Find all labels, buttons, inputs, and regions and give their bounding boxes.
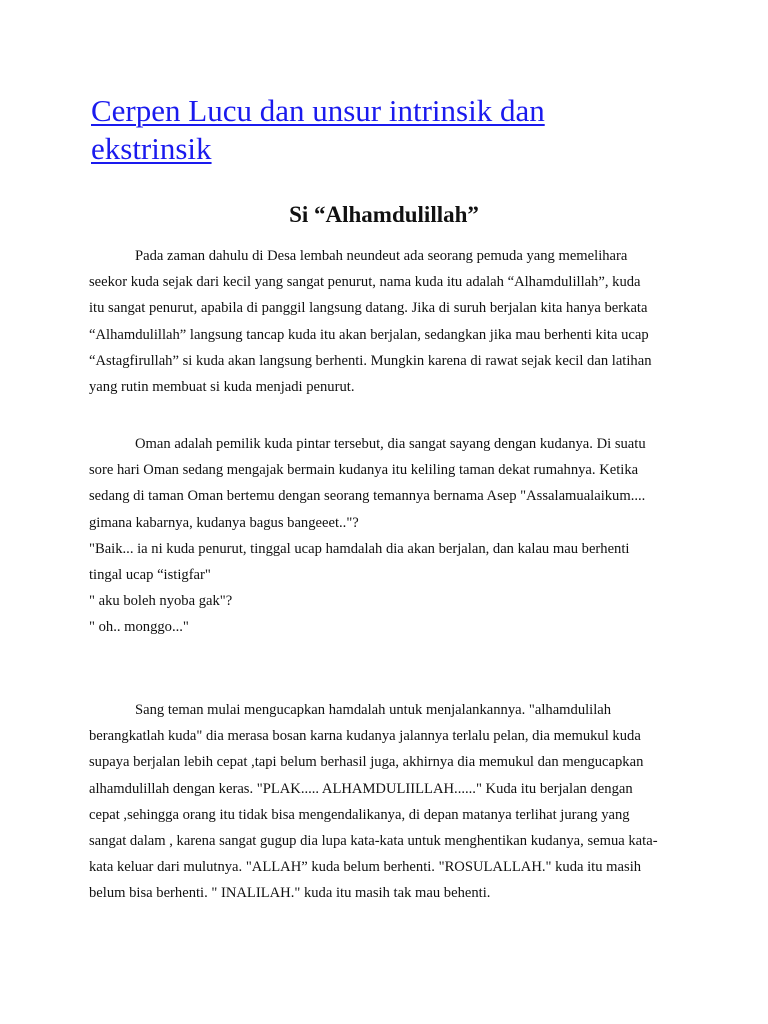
text-line: itu sangat penurut, apabila di panggil langsung datang. Jika di suruh berjalan kita hanya berkata (89, 300, 648, 317)
text-line: yang rutin membuat si kuda menjadi penurut. (89, 379, 355, 396)
paragraph-1 (89, 243, 689, 400)
title-line[interactable]: Cerpen Lucu dan unsur intrinsik dan (91, 93, 545, 128)
text-line: Oman adalah pemilik kuda pintar tersebut, dia sangat sayang dengan kudanya. Di suatu (135, 436, 646, 452)
paragraph-2 (89, 431, 689, 641)
text-line: berangkatlah kuda" dia merasa bosan karna kudanya jalannya terlalu pelan, dia memukul kuda (89, 728, 641, 745)
text-line: “Alhamdulillah” langsung tancap kuda itu akan berjalan, sedangkan jika mau berhenti kita ucap (89, 326, 649, 343)
text-line: Sang teman mulai mengucapkan hamdalah untuk menjalankannya. "alhamdulilah (135, 702, 612, 718)
text-line: “Astagfirullah” si kuda akan langsung berhenti. Mungkin karena di rawat sejak kecil dan latihan (89, 352, 652, 369)
text-line: cepat ,sehingga orang itu tidak bisa mengendalikanya, di depan matanya terlihat jurang yang (89, 806, 630, 823)
dialogue-line: " oh.. monggo..." (89, 619, 189, 636)
text-line: alhamdulillah dengan keras. "PLAK..... ALHAMDULIILLAH......" Kuda itu berjalan dengan (89, 780, 633, 797)
text-line: sangat dalam , karena sangat gugup dia lupa kata-kata untuk menghentikan kudanya, semua kata- (89, 833, 658, 850)
title-line[interactable]: ekstrinsik (91, 131, 212, 166)
paragraph-3 (89, 697, 689, 907)
text-line: kata keluar dari mulutnya. "ALLAH” kuda belum berhenti. "ROSULALLAH." kuda itu masih (89, 859, 642, 876)
dialogue-line: tingal ucap “istigfar" (89, 567, 211, 584)
dialogue-line: " aku boleh nyoba gak"? (89, 593, 233, 610)
text-line: gimana kabarnya, kudanya bagus bangeeet.."? (89, 514, 359, 531)
text-line: belum bisa berhenti. " INALILAH." kuda itu masih tak mau behenti. (89, 885, 491, 902)
text-line: supaya berjalan lebih cepat ,tapi belum berhasil juga, akhirnya dia memukul dan mengucapkan (89, 754, 644, 771)
document-title-link[interactable] (91, 92, 691, 168)
text-line: sore hari Oman sedang mengajak bermain kudanya itu keliling taman dekat rumahnya. Ketika (89, 462, 639, 479)
story-title: Si “Alhamdulillah” (289, 202, 479, 227)
text-line: sedang di taman Oman bertemu dengan seorang temannya bernama Asep "Assalamualaikum.... (89, 488, 646, 505)
text-line: Pada zaman dahulu di Desa lembah neundeut ada seorang pemuda yang memelihara (135, 248, 628, 264)
dialogue-line: "Baik... ia ni kuda penurut, tinggal ucap hamdalah dia akan berjalan, dan kalau mau berhenti (89, 540, 630, 557)
text-line: seekor kuda sejak dari kecil yang sangat penurut, nama kuda itu adalah “Alhamdulillah”, kuda (89, 274, 641, 291)
